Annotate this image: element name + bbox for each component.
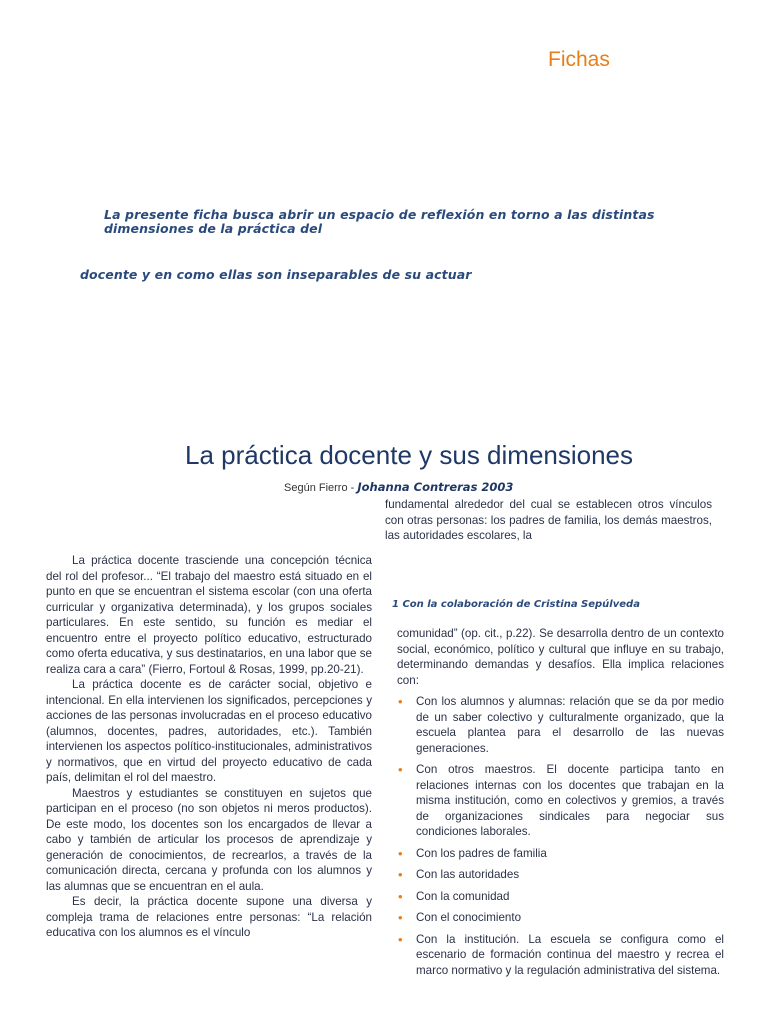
bullet-icon: •: [398, 910, 403, 925]
list-item: [397, 867, 724, 883]
intro-line-2: docente y en como ellas son inseparables de su actuar: [80, 267, 472, 282]
byline-author: Johanna Contreras 2003: [357, 480, 514, 494]
byline-prefix: Según Fierro -: [284, 482, 355, 494]
list-item: [397, 846, 724, 862]
relations-intro: comunidad” (op. cit., p.22). Se desarrolla dentro de un contexto social, económico, político y cultural que influye en su trabajo, determinando demandas y desafíos. Ella implica relaciones con:: [397, 627, 724, 687]
left-column: [46, 553, 372, 941]
list-item: [397, 889, 724, 905]
right-column-main: [397, 626, 724, 978]
paragraph: La práctica docente trasciende una concepción técnica del rol del profesor... “El trabajo del maestro está situado en el punto en que se encuentran el sistema escolar (con una oferta curricular y organizativa determinada), y los grupos sociales particulares. En este sentido, su función es mediar el encuentro entre el proyecto político educativo, estructurado como oferta educativa, y sus destinatarios, en una labor que se realiza cara a cara” (Fierro, Fortoul & Rosas, 1999, pp.20-21).: [46, 554, 372, 676]
list-item-text: Con otros maestros. El docente participa tanto en relaciones internas con los docentes que trabajan en la misma institución, como en colectivos y gremios, a través de organizaciones sindicales para negociar sus condiciones laborales.: [416, 763, 724, 838]
list-item-text: Con los padres de familia: [416, 846, 547, 860]
bullet-icon: •: [398, 845, 403, 861]
list-item-text: Con la comunidad: [416, 889, 510, 903]
list-item-text: Con las autoridades: [416, 868, 520, 881]
intro-line-1: La presente ficha busca abrir un espacio de reflexión en torno a las distintas dimensiones de la práctica del: [104, 207, 655, 236]
paragraph: La práctica docente es de carácter social, objetivo e intencional. En ella intervienen los significados, percepciones y acciones de las personas involucradas en el proceso educativo (alumnos, docentes, padres, autoridades, etc.). También intervienen los aspectos político-institucionales, administrativos y normativos, que en virtud del proyecto educativo de cada país, delimitan el rol del maestro.: [46, 678, 372, 784]
bullet-icon: •: [398, 867, 403, 882]
paragraph: Es decir, la práctica docente supone una diversa y compleja trama de relaciones entre personas: “La relación educativa con los alumnos es el vínculo: [46, 895, 372, 939]
right-column-top: fundamental alrededor del cual se establecen otros vínculos con otras personas: los padres de familia, los demás maestros, las autoridades escolares, la: [385, 498, 712, 542]
list-item: [397, 762, 724, 840]
list-item-text: Con la institución. La escuela se configura como el escenario de formación continua del maestro y recrea el marco normativo y la regulación administrativa del sistema.: [416, 932, 724, 977]
bullet-icon: •: [398, 931, 403, 947]
bullet-icon: •: [398, 888, 403, 904]
article-title: La práctica docente y sus dimensiones: [184, 440, 634, 470]
list-item: [397, 694, 724, 756]
byline: [284, 480, 513, 494]
list-item: [397, 932, 724, 979]
relations-list: [397, 694, 724, 978]
list-item: [397, 910, 724, 926]
bullet-icon: •: [398, 694, 403, 709]
bullet-icon: •: [398, 762, 403, 777]
collaboration-note: 1 Con la colaboración de Cristina Sepúlveda: [392, 599, 640, 610]
list-item-text: Con los alumnos y alumnas: relación que se da por medio de un saber colectivo y culturalmente organizado, que la escuela plantea para el desarrollo de las nuevas generaciones.: [416, 695, 724, 755]
paragraph: Maestros y estudiantes se constituyen en sujetos que participan en el proceso (no son objetos ni meros productos). De este modo, los docentes son los encargados de llevar a cabo y también de articular los procesos de aprendizaje y generación de conocimientos, de recrearlos, a través de la comunicación directa, cercana y profunda con los alumnos y las alumnas que se encuentran en el aula.: [46, 786, 372, 893]
section-label: Fichas: [548, 48, 610, 71]
list-item-text: Con el conocimiento: [416, 911, 522, 924]
